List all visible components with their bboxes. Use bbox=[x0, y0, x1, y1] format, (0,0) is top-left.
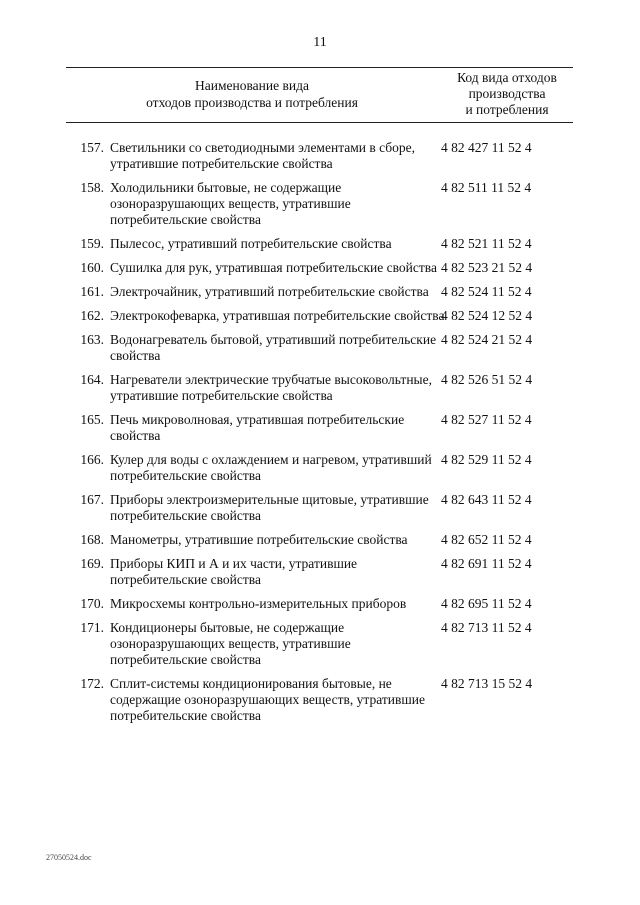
row-number: 160. bbox=[80, 260, 104, 275]
table-header-bottom-rule bbox=[66, 122, 573, 123]
waste-code: 4 82 511 11 52 4 bbox=[441, 180, 532, 195]
waste-code: 4 82 524 12 52 4 bbox=[441, 308, 533, 323]
waste-name: Нагреватели электрические трубчатые высоковольтные, утратившие потребительские свойства bbox=[110, 372, 432, 403]
table-row bbox=[70, 532, 570, 548]
table-row bbox=[70, 140, 570, 172]
waste-name: Приборы КИП и А и их части, утратившие потребительские свойства bbox=[110, 556, 358, 587]
waste-code: 4 82 643 11 52 4 bbox=[441, 492, 532, 507]
table-row bbox=[70, 236, 570, 252]
waste-list bbox=[70, 140, 570, 732]
table-row bbox=[70, 308, 570, 324]
page-number: 11 bbox=[313, 35, 327, 50]
table-row bbox=[70, 260, 570, 276]
waste-name: Кондиционеры бытовые, не содержащие озоноразрушающих веществ, утратившие потребительские свойства bbox=[110, 620, 351, 667]
table-row bbox=[70, 372, 570, 404]
waste-name: Электрокофеварка, утратившая потребительские свойства bbox=[110, 308, 445, 323]
table-row bbox=[70, 620, 570, 668]
row-number: 159. bbox=[80, 236, 104, 251]
row-number: 157. bbox=[80, 140, 104, 155]
waste-name: Манометры, утратившие потребительские свойства bbox=[110, 532, 408, 547]
waste-name: Электрочайник, утративший потребительские свойства bbox=[110, 284, 429, 299]
row-number: 158. bbox=[80, 180, 104, 195]
waste-code: 4 82 652 11 52 4 bbox=[441, 532, 532, 547]
waste-name: Микросхемы контрольно-измерительных приборов bbox=[110, 596, 407, 611]
column-header-name-line-2: отходов производства и потребления bbox=[146, 95, 358, 110]
row-number: 171. bbox=[80, 620, 104, 635]
table-row bbox=[70, 452, 570, 484]
waste-name: Приборы электроизмерительные щитовые, утратившие потребительские свойства bbox=[110, 492, 429, 523]
waste-name: Кулер для воды с охлаждением и нагревом, утративший потребительские свойства bbox=[110, 452, 432, 483]
waste-code: 4 82 527 11 52 4 bbox=[441, 412, 532, 427]
waste-name: Пылесос, утративший потребительские свойства bbox=[110, 236, 392, 251]
row-number: 169. bbox=[80, 556, 104, 571]
row-number: 163. bbox=[80, 332, 104, 347]
table-row bbox=[70, 556, 570, 588]
table-row bbox=[70, 332, 570, 364]
waste-name: Холодильники бытовые, не содержащие озоноразрушающих веществ, утратившие потребительские свойства bbox=[110, 180, 351, 227]
waste-code: 4 82 524 21 52 4 bbox=[441, 332, 533, 347]
waste-code: 4 82 523 21 52 4 bbox=[441, 260, 533, 275]
waste-name: Светильники со светодиодными элементами в сборе, утратившие потребительские свойства bbox=[110, 140, 416, 171]
row-number: 168. bbox=[80, 532, 104, 547]
waste-code: 4 82 526 51 52 4 bbox=[441, 372, 533, 387]
row-number: 165. bbox=[80, 412, 104, 427]
waste-code: 4 82 713 11 52 4 bbox=[441, 620, 532, 635]
row-number: 161. bbox=[80, 284, 104, 299]
waste-code: 4 82 691 11 52 4 bbox=[441, 556, 532, 571]
row-number: 166. bbox=[80, 452, 104, 467]
waste-name: Сплит-системы кондиционирования бытовые, не содержащие озоноразрушающих веществ, утратившие потребительские свойства bbox=[110, 676, 425, 723]
table-row bbox=[70, 492, 570, 524]
column-header-name bbox=[66, 77, 438, 111]
file-name-footer: 27050524.doc bbox=[46, 853, 92, 862]
table-row bbox=[70, 676, 570, 724]
column-header-code bbox=[441, 70, 573, 118]
table-row bbox=[70, 284, 570, 300]
column-header-code-line-2: производства bbox=[468, 86, 546, 101]
table-row bbox=[70, 180, 570, 228]
waste-name: Сушилка для рук, утратившая потребительские свойства bbox=[110, 260, 437, 275]
row-number: 172. bbox=[80, 676, 104, 691]
waste-code: 4 82 521 11 52 4 bbox=[441, 236, 532, 251]
waste-name: Печь микроволновая, утратившая потребительские свойства bbox=[110, 412, 405, 443]
waste-code: 4 82 713 15 52 4 bbox=[441, 676, 533, 691]
column-header-code-line-1: Код вида отходов bbox=[457, 70, 557, 85]
row-number: 162. bbox=[80, 308, 104, 323]
waste-code: 4 82 529 11 52 4 bbox=[441, 452, 532, 467]
waste-code: 4 82 427 11 52 4 bbox=[441, 140, 532, 155]
row-number: 164. bbox=[80, 372, 104, 387]
table-header-top-rule bbox=[66, 67, 573, 68]
waste-code: 4 82 524 11 52 4 bbox=[441, 284, 532, 299]
column-header-name-line-1: Наименование вида bbox=[195, 78, 309, 93]
column-header-code-line-3: и потребления bbox=[465, 102, 549, 117]
row-number: 167. bbox=[80, 492, 104, 507]
table-row bbox=[70, 596, 570, 612]
waste-code: 4 82 695 11 52 4 bbox=[441, 596, 532, 611]
waste-name: Водонагреватель бытовой, утративший потребительские свойства bbox=[110, 332, 437, 363]
row-number: 170. bbox=[80, 596, 104, 611]
table-row bbox=[70, 412, 570, 444]
